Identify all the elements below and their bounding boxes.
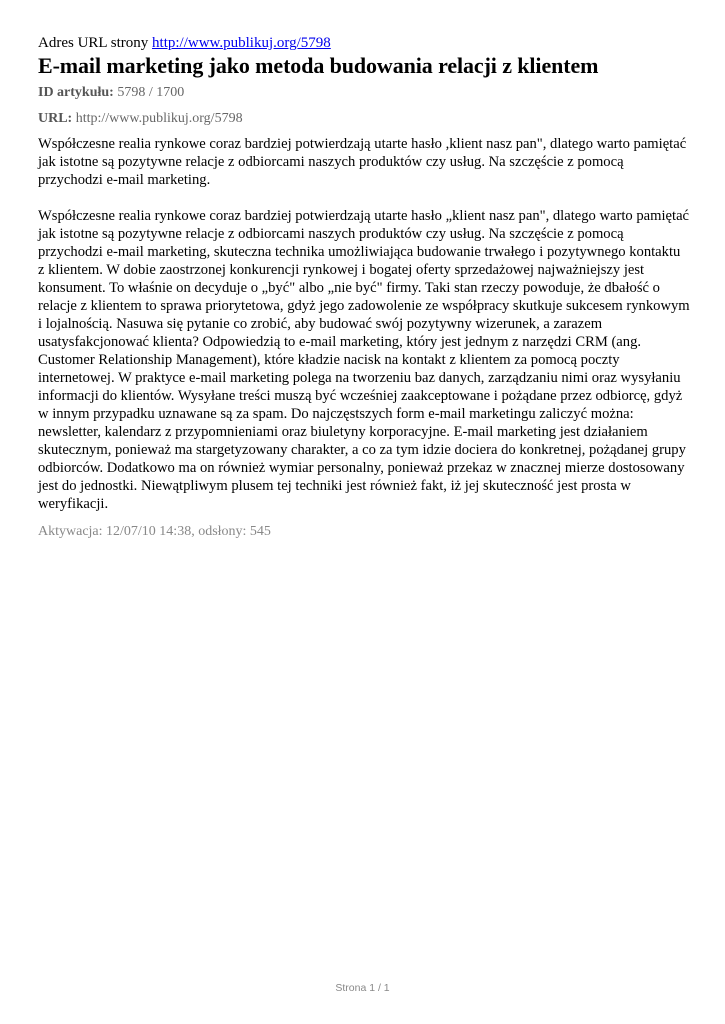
article-title: E-mail marketing jako metoda budowania relacji z klientem (38, 53, 599, 78)
article-id-value: 5798 / 1700 (117, 85, 185, 100)
source-url-link[interactable]: http://www.publikuj.org/5798 (152, 35, 331, 51)
activation-info: Aktywacja: 12/07/10 14:38, odsłony: 545 (38, 524, 271, 539)
article-url-label: URL: (38, 111, 73, 126)
article-url-line (38, 110, 690, 127)
source-url-line (38, 34, 690, 52)
article-url-value: http://www.publikuj.org/5798 (75, 111, 243, 126)
document-page (38, 34, 690, 540)
page-number: Strona 1 / 1 (335, 982, 390, 994)
source-url-label: Adres URL strony (38, 35, 149, 51)
article-id-line (38, 84, 690, 101)
article-lead: Współczesne realia rynkowe coraz bardziej potwierdzają utarte hasło ,klient nasz pan", dlatego warto pamiętać jak istotne są pozytywne relacje z odbiorcami naszych produktów czy usług. Na szczęście z pomocą przychodzi e-mail marketing. (38, 136, 687, 188)
article-body: Współczesne realia rynkowe coraz bardziej potwierdzają utarte hasło „klient nasz pan", dlatego warto pamiętać jak istotne są pozytywne relacje z odbiorcami naszych produktów czy usług. Na szczęście z pomocą przychodzi e-mail marketing, skuteczna technika umożliwiająca budowanie trwałego i pozytywnego kontaktu z klientem. W dobie zaostrzonej konkurencji rynkowej i bogatej oferty sprzedażowej najważniejszy jest konsument. To właśnie on decyduje o „być" albo „nie być" firmy. Taki stan rzeczy powoduje, że dbałość o relacje z klientem to sprawa priorytetowa, gdyż jego zadowolenie ze współpracy skutkuje sukcesem rynkowym i lojalnością. Nasuwa się pytanie co zrobić, aby budować swój pozytywny wizerunek, a zarazem usatysfakcjonować klienta? Odpowiedzią to e-mail marketing, który jest jednym z narzędzi CRM (ang. Customer Relationship Management), które kładzie nacisk na kontakt z klientem za pomocą poczty internetowej. W praktyce e-mail marketing polega na tworzeniu baz danych, zarządzaniu nimi oraz wysyłaniu informacji do klientów. Wysyłane treści muszą być wcześniej zaakceptowane i pożądane przez odbiorcę, gdyż w innym przypadku uznawane są za spam. Do najczęstszych form e-mail marketingu zaliczyć można: newsletter, kalendarz z przypomnieniami oraz biuletyny korporacyjne. E-mail marketing jest działaniem skutecznym, ponieważ ma stargetyzowany charakter, a co za tym idzie dociera do konkretnej, pożądanej grupy odbiorców. Dodatkowo ma on również wymiar personalny, ponieważ przekaz w znacznej mierze dostosowany jest do jednostki. Niewątpliwym plusem tej techniki jest również fakt, iż jej skuteczność jest prosta w weryfikacji. (38, 208, 690, 512)
article-id-label: ID artykułu: (38, 85, 114, 100)
